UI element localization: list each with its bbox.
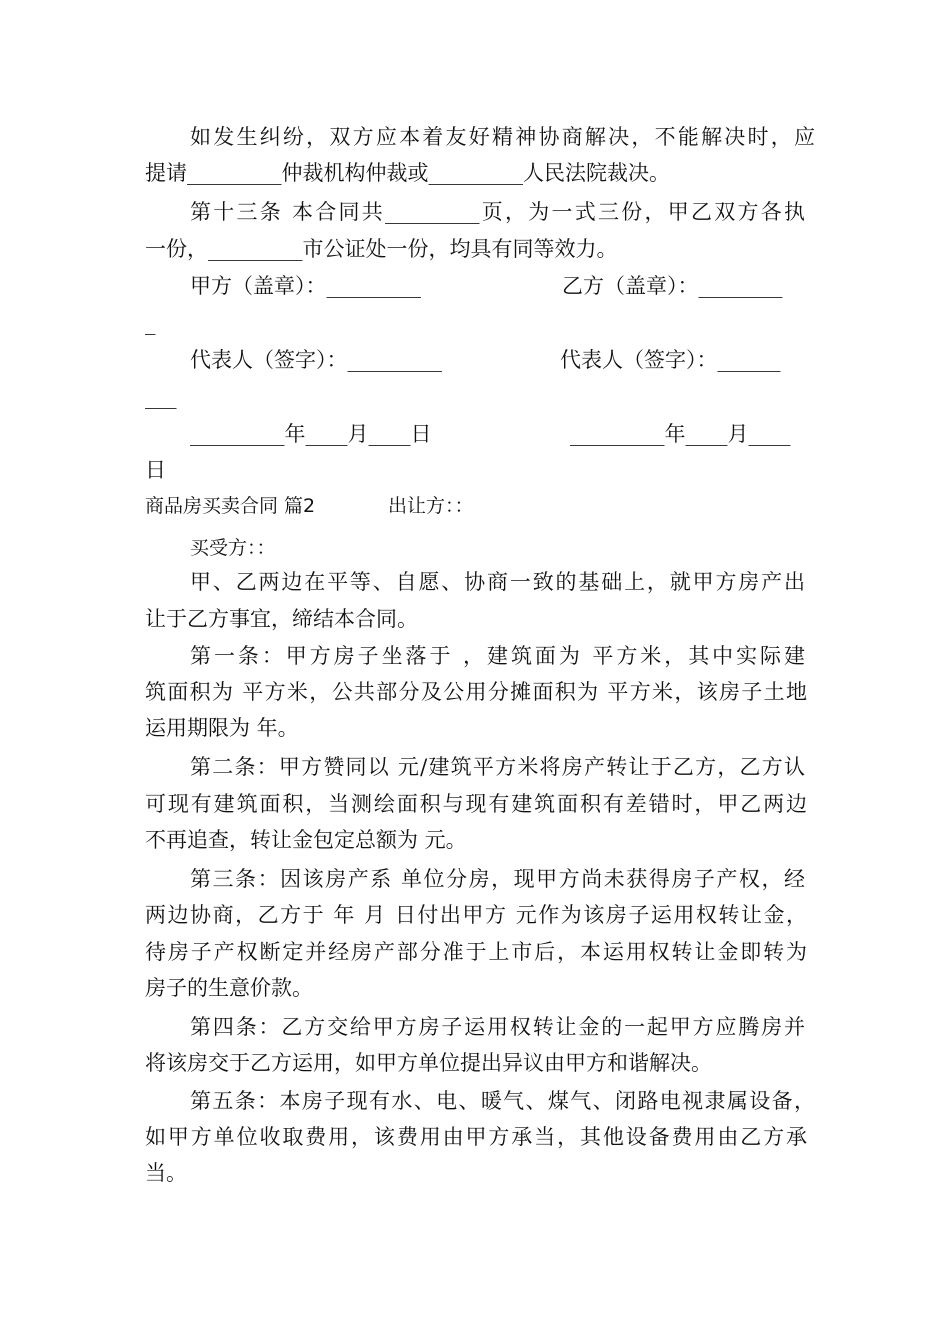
date-b: _________年____月____ bbox=[570, 422, 791, 446]
body-line: 当。 bbox=[145, 1161, 187, 1185]
representative-a: 代表人（签字）：_________ bbox=[190, 348, 442, 372]
representative-b-wrap: ___ bbox=[145, 385, 177, 409]
body-line: 第三条：因该房产系 单位分房，现甲方尚未获得房子产权，经 bbox=[190, 867, 805, 891]
date-b-wrap: 日 bbox=[145, 458, 166, 482]
seller-label: 出让方：： bbox=[388, 495, 474, 517]
paragraph-line: 提请_________仲裁机构仲裁或_________人民法院裁决。 bbox=[145, 161, 670, 185]
representative-b: 代表人（签字）：______ bbox=[560, 348, 781, 372]
body-line: 将该房交于乙方运用，如甲方单位提出异议由甲方和谐解决。 bbox=[145, 1051, 712, 1075]
body-line: 筑面积为 平方米，公共部分及公用分摊面积为 平方米，该房子土地 bbox=[145, 680, 807, 704]
party-a-seal: 甲方（盖章）：_________ bbox=[190, 274, 421, 298]
body-line: 第五条：本房子现有水、电、暖气、煤气、闭路电视隶属设备， bbox=[190, 1089, 815, 1113]
body-line: 可现有建筑面积，当测绘面积与现有建筑面积有差错时，甲乙两边 bbox=[145, 792, 807, 816]
paragraph-line: 一份，_________市公证处一份，均具有同等效力。 bbox=[145, 237, 618, 261]
body-line: 不再追查，转让金包定总额为 元。 bbox=[145, 828, 467, 852]
body-line: 待房子产权断定并经房产部分准于上市后，本运用权转让金即转为 bbox=[145, 940, 807, 964]
body-line: 第四条：乙方交给甲方房子运用权转让金的一起甲方应腾房并 bbox=[190, 1015, 805, 1039]
body-line: 第二条：甲方赞同以 元/建筑平方米将房产转让于乙方，乙方认 bbox=[190, 755, 805, 779]
body-line: 房子的生意价款。 bbox=[145, 976, 313, 1000]
section-2-title: 商品房买卖合同 篇2 bbox=[145, 495, 316, 517]
party-b-seal-wrap: _ bbox=[145, 311, 156, 335]
body-line: 两边协商，乙方于 年 月 日付出甲方 元作为该房子运用权转让金， bbox=[145, 903, 807, 927]
body-line: 如甲方单位收取费用，该费用由甲方承当，其他设备费用由乙方承 bbox=[145, 1125, 807, 1149]
date-a: _________年____月____日 bbox=[190, 422, 432, 446]
buyer-label: 买受方：： bbox=[190, 537, 276, 559]
party-b-seal: 乙方（盖章）：________ bbox=[562, 274, 783, 298]
body-line: 让于乙方事宜，缔结本合同。 bbox=[145, 607, 418, 631]
body-line: 第一条：甲方房子坐落于 ，建筑面为 平方米，其中实际建 bbox=[190, 644, 805, 668]
paragraph-line: 第十三条 本合同共_________页，为一式三份，甲乙双方各执 bbox=[190, 200, 805, 224]
body-line: 运用期限为 年。 bbox=[145, 716, 299, 740]
body-line: 甲、乙两边在平等、自愿、协商一致的基础上，就甲方房产出 bbox=[190, 570, 805, 594]
paragraph-line: 如发生纠纷，双方应本着友好精神协商解决，不能解决时，应 bbox=[190, 125, 815, 149]
